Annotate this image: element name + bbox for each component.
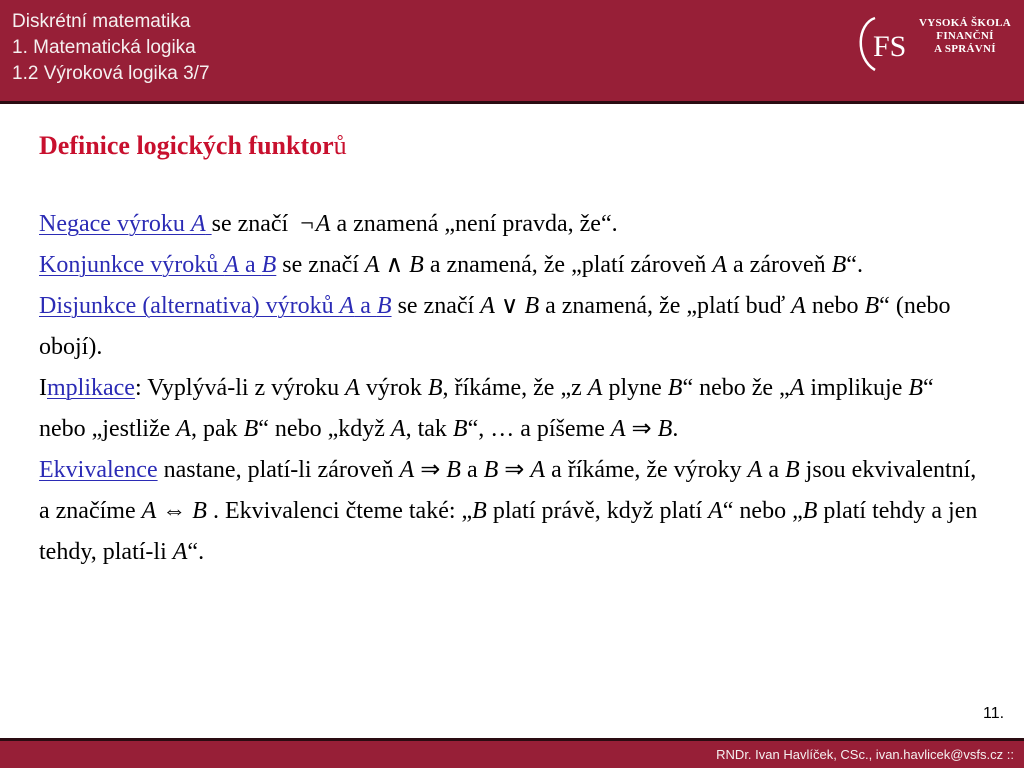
page-number: 11. [983, 705, 1005, 722]
author-contact: RNDr. Ivan Havlíček, CSc., ivan.havlicek@vsfs.cz :: [716, 747, 1014, 762]
slide-header [0, 0, 1024, 104]
slide-body [39, 128, 979, 573]
svg-text:FS: FS [873, 30, 907, 63]
course-title: Diskrétní matematika [12, 11, 191, 32]
school-name: VYSOKÁ ŠKOLA FINANČNÍ A SPRÁVNÍ [919, 17, 1011, 55]
slide-heading: Definice logických funktorů [39, 131, 347, 160]
chapter-title: 1. Matematická logika [12, 37, 196, 58]
paragraph-ekvivalence: Ekvivalence nastane, platí-li zároveň A ⇒ B a B ⇒ A a říkáme, že výroky A a B jsou ekvivalentní, a značíme A ⇔ B . Ekvivalenci čteme také: „B platí právě, když platí A“ nebo „B platí tehdy a jen tehdy, platí-li A“. [39, 457, 978, 565]
slide-footer [0, 738, 1024, 768]
school-logo [853, 14, 1013, 74]
paragraph-implikace: Implikace: Vyplývá-li z výroku A výrok B, říkáme, že „z A plyne B“ nebo že „A implikuje B“ nebo „jestliže A, pak B“ nebo „když A, tak B“, … a píšeme A ⇒ B. [39, 375, 934, 442]
link-negace[interactable]: Negace výroku A [39, 211, 206, 237]
negation-symbol: ¬ [300, 211, 314, 237]
link-ekvivalence[interactable]: Ekvivalence [39, 457, 158, 483]
paragraph-negace: Negace výroku A se značí ¬A a znamená „není pravda, že“. [39, 204, 979, 245]
link-disjunkce[interactable]: Disjunkce (alternativa) výroků A a B [39, 293, 392, 319]
link-implikace[interactable]: mplikace [47, 375, 135, 401]
paragraph-konjunkce: Konjunkce výroků A a B se značí A ∧ B a znamená, že „platí zároveň A a zároveň B“. [39, 252, 863, 278]
link-konjunkce[interactable]: Konjunkce výroků A a B [39, 252, 277, 278]
paragraph-disjunkce: Disjunkce (alternativa) výroků A a B se značí A ∨ B a znamená, že „platí buď A nebo B“ (nebo obojí). [39, 293, 951, 360]
section-title: 1.2 Výroková logika 3/7 [12, 63, 210, 84]
fs-emblem-icon [853, 14, 917, 74]
header-titles [12, 9, 210, 87]
